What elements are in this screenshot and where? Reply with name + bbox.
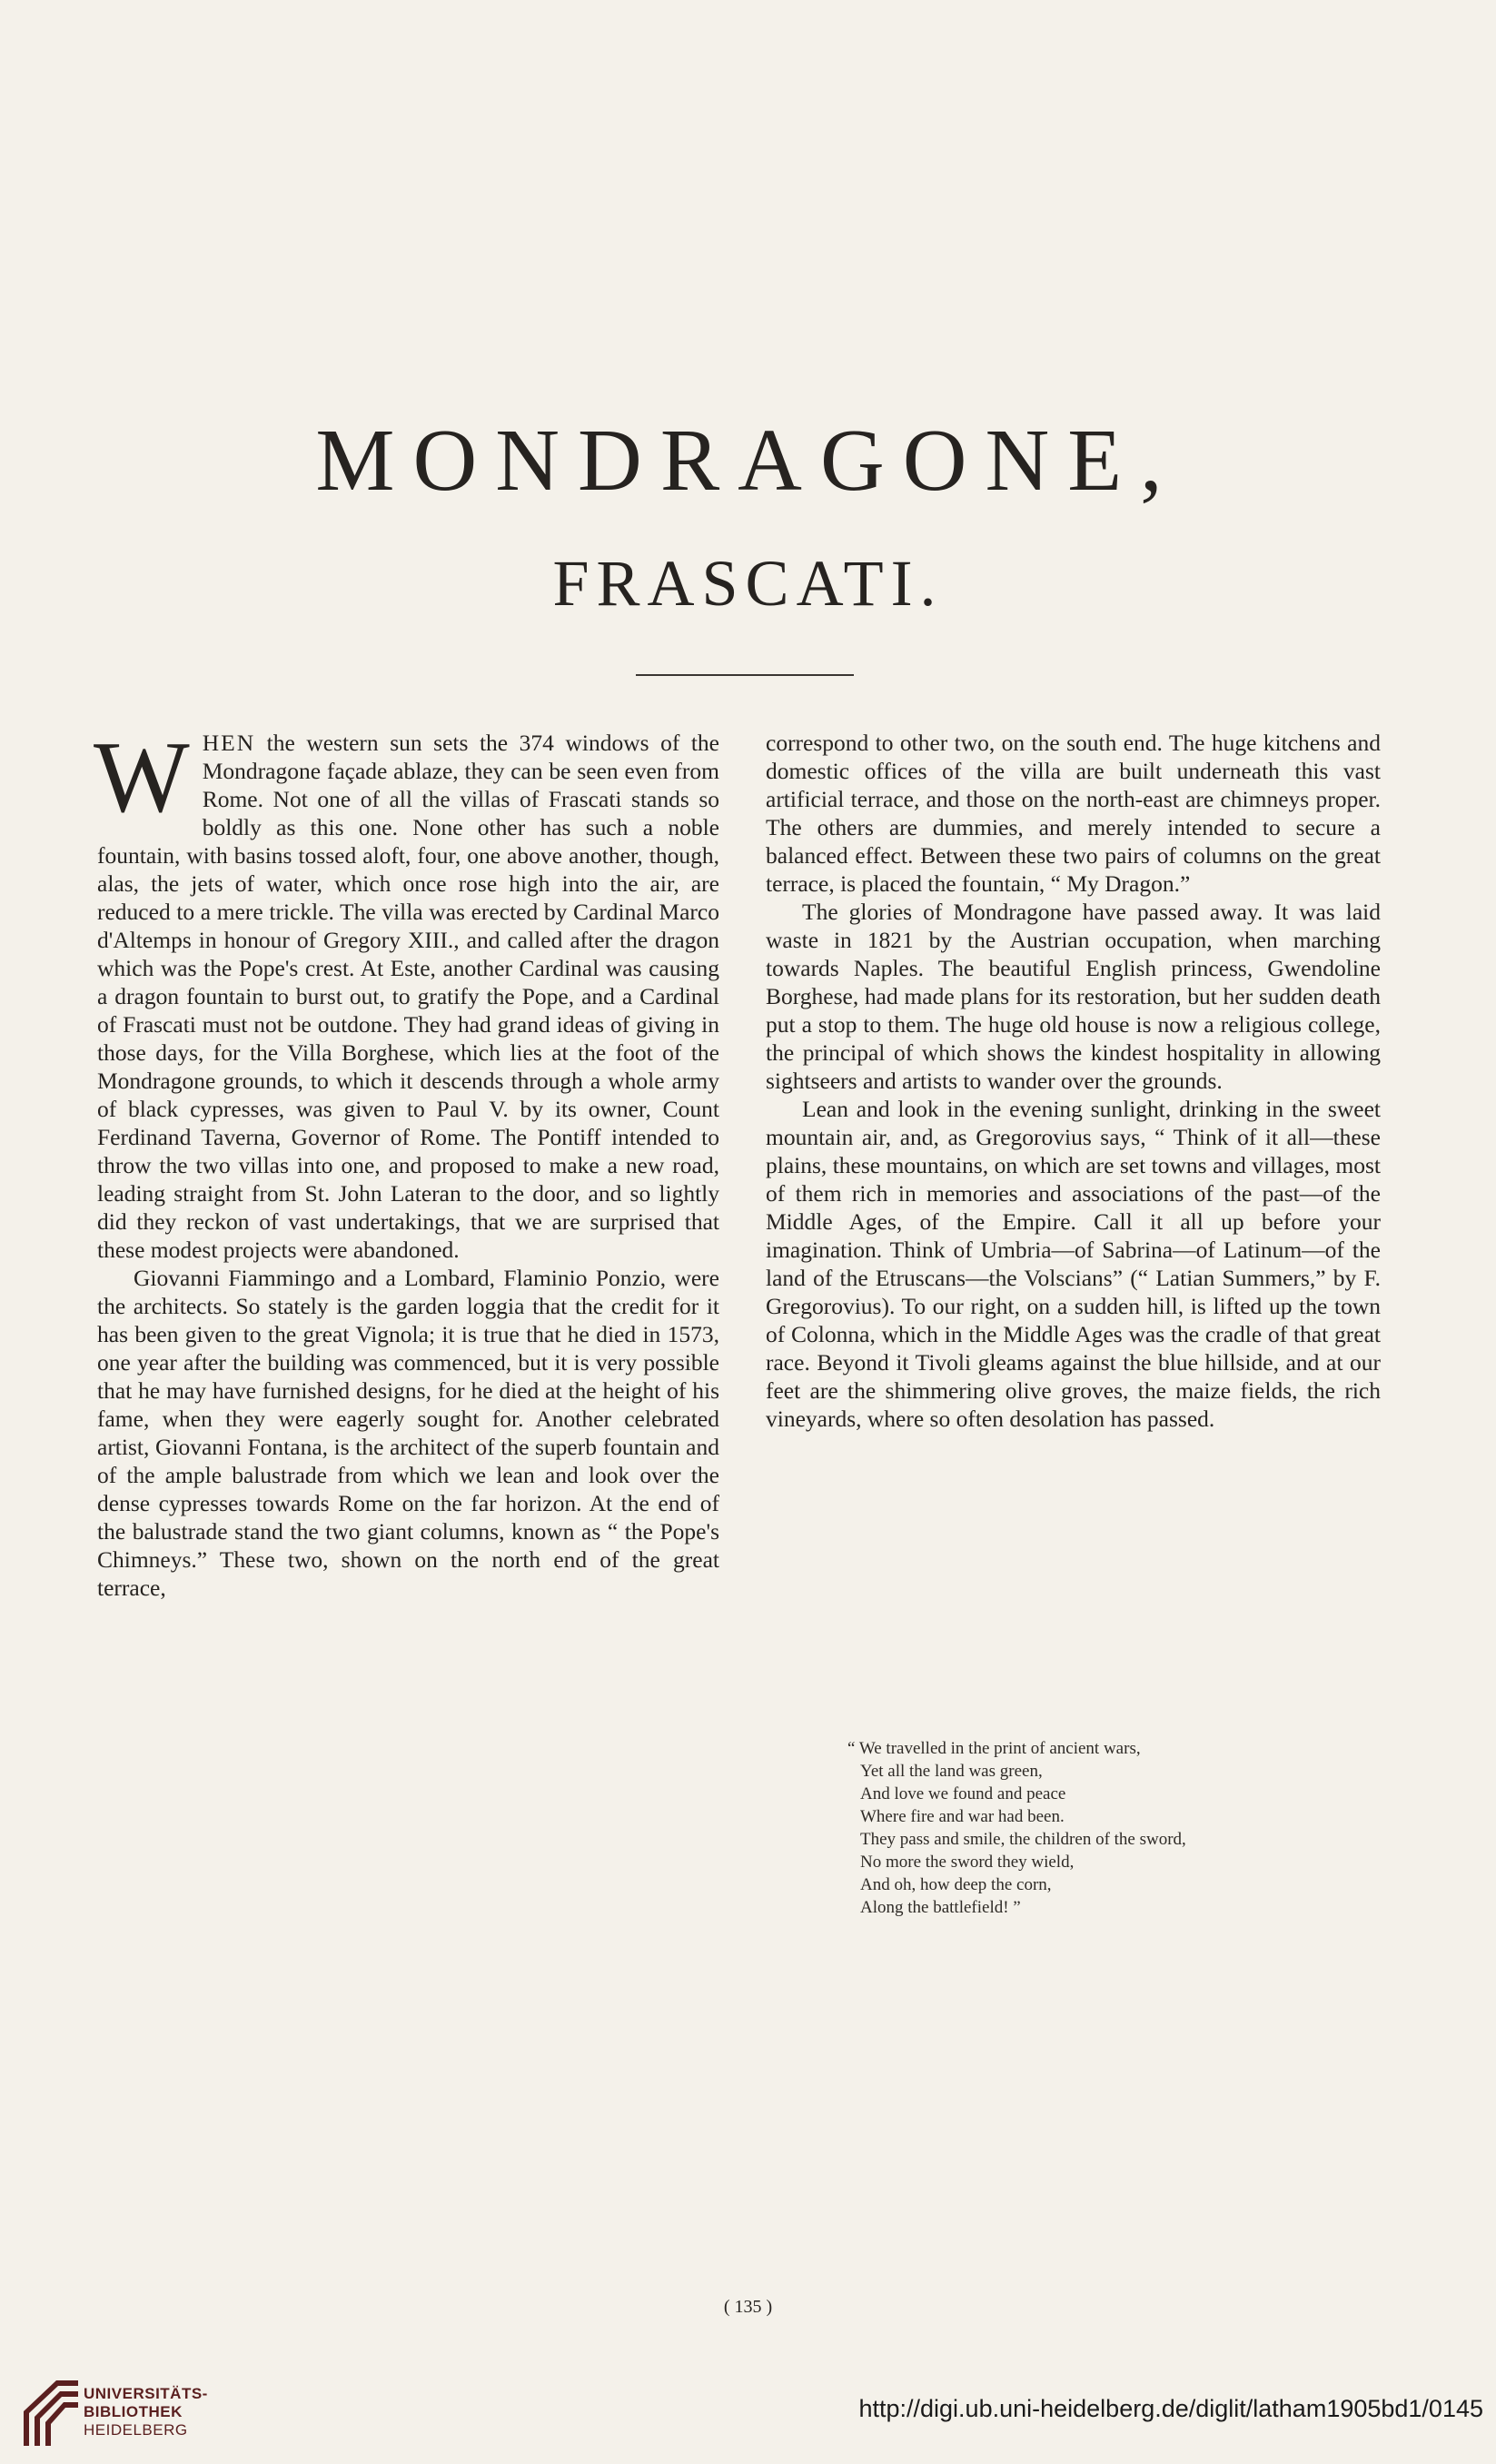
paragraph-5: Lean and look in the evening sunlight, drinking in the sweet mountain air, and, as Gregorovius says, “ Think of it all—these plains, these mountains, on which are set towns and villages, most of them rich in memories and associations of the past—of the Middle Ages, of the Empire. Call it all up before your imagination. Think of Umbria—of Sabrina—of Latinum—of the land of the Etruscans—the Volscians” (“ Latian Summers,” by F. Gregorovius). To our right, on a sudden hill, is lifted up the town of Colonna, which in the Middle Ages was the cradle of that great race. Beyond it Tivoli gleams against the blue hillside, and at our feet are the shimmering olive groves, the maize fields, the rich vineyards, where so often desolation has passed. <box>766 1096 1381 1432</box>
poem-line: Yet all the land was green, <box>860 1762 1043 1781</box>
library-line: HEIDELBERG <box>84 2421 188 2439</box>
poem-line: Along the battlefield! ” <box>860 1898 1021 1917</box>
source-url-link[interactable]: http://digi.ub.uni-heidelberg.de/diglit/latham1905bd1/0145 <box>858 2395 1483 2422</box>
page-subtitle: FRASCATI. <box>552 547 944 620</box>
library-line: UNIVERSITÄTS- <box>84 2385 208 2402</box>
drop-cap: W <box>94 721 190 834</box>
poem-line: No more the sword they wield, <box>860 1853 1075 1872</box>
poem-line: They pass and smile, the children of the sword, <box>860 1830 1186 1849</box>
page-title: MONDRAGONE, <box>315 412 1181 510</box>
poem-line: And love we found and peace <box>860 1784 1066 1803</box>
paragraph-1-text: the western sun sets the 374 windows of the Mondragone façade ablaze, they can be seen even from Rome. Not one of all the villas of Frascati stands so boldly as this one. None other has such a noble fountain, with basins tossed aloft, four, one above another, though, alas, the jets of water, which once rose high into the air, are reduced to a mere trickle. The villa was erected by Cardinal Marco d'Altemps in honour of Gregory XIII., and called after the dragon which was the Pope's crest. At Este, another Cardinal was causing a dragon fountain to burst out, to gratify the Pope, and a Cardinal of Frascati must not be outdone. They had grand ideas of giving in those days, for the Villa Borghese, which lies at the foot of the Mondragone grounds, to which it descends through a whole army of black cypresses, was given to Paul V. by its owner, Count Ferdinand Taverna, Governor of Rome. The Pontiff intended to throw the two villas into one, and proposed to make a new road, leading straight from St. John Lateran to the door, and so lightly did they reckon of vast undertakings, that we are surprised that these modest projects were abandoned. <box>97 730 719 1263</box>
poem-quote <box>847 1737 1392 1919</box>
poem-line: Where fire and war had been. <box>860 1807 1065 1826</box>
library-name <box>84 2385 208 2439</box>
poem-line: And oh, how deep the corn, <box>860 1875 1052 1894</box>
poem-line: “ We travelled in the print of ancient wars, <box>847 1739 1141 1758</box>
paragraph-1 <box>94 721 719 1264</box>
opening-word: HEN <box>202 730 256 756</box>
library-line: BIBLIOTHEK <box>84 2403 183 2420</box>
paragraph-4: The glories of Mondragone have passed away. It was laid waste in 1821 by the Austrian occupation, when marching towards Naples. The beautiful English princess, Gwendoline Borghese, had made plans for its restoration, but her sudden death put a stop to them. The huge old house is now a religious college, the principal of which shows the kindest hospitality in allowing sightseers and artists to wander over the grounds. <box>766 899 1381 1094</box>
title-divider <box>636 674 854 676</box>
page-number: ( 135 ) <box>723 2297 773 2317</box>
right-column <box>766 729 1381 1433</box>
left-column <box>94 721 719 1602</box>
paragraph-3: correspond to other two, on the south end. The huge kitchens and domestic offices of the villa are built underneath this vast artificial terrace, and those on the north-east are chimneys proper. The others are dummies, and merely intended to secure a balanced effect. Between these two pairs of columns on the great terrace, is placed the fountain, “ My Dragon.” <box>766 730 1381 897</box>
paragraph-2: Giovanni Fiammingo and a Lombard, Flaminio Ponzio, were the architects. So stately is the garden loggia that the credit for it has been given to the great Vignola; it is true that he died in 1573, one year after the building was commenced, but it is very possible that he may have furnished designs, for he died at the height of his fame, when they were eagerly sought for. Another celebrated artist, Giovanni Fontana, is the architect of the superb fountain and of the ample balustrade from which we lean and look over the dense cypresses towards Rome on the far horizon. At the end of the balustrade stand the two giant columns, known as “ the Pope's Chimneys.” These two, shown on the north end of the great terrace, <box>97 1265 719 1601</box>
